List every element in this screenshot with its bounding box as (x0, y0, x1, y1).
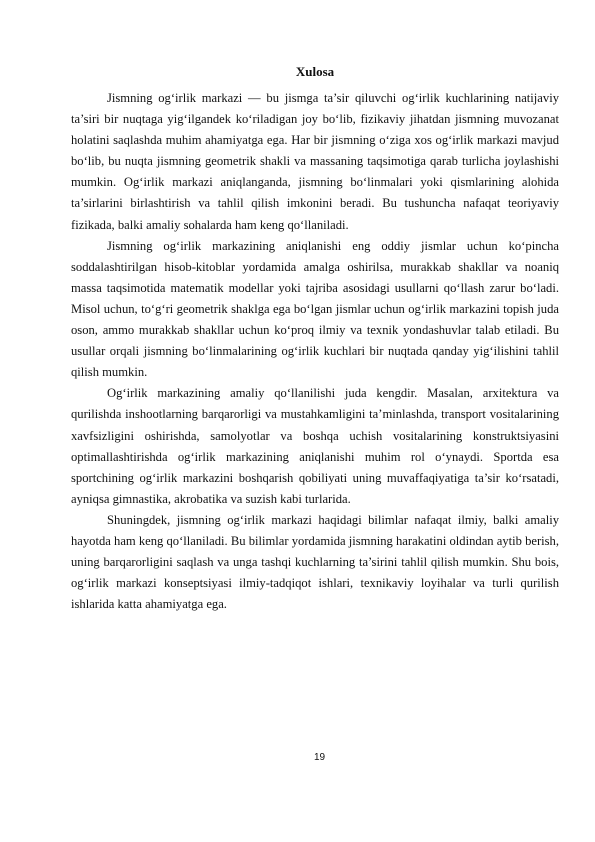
paragraph-3 (71, 383, 559, 510)
page-number: 19 (313, 752, 326, 763)
paragraph-text: Jismning og‘irlik markazi — bu jismga ta’sir qiluvchi og‘irlik kuchlarining natijaviy ta’siri bir nuqtaga yig‘ilgandek ko‘riladigan joy bo‘lib, fizikaviy jihatdan jismning muvozanat holatini saqlashda muhim ahamiyatga ega. Har bir jismning o‘ziga xos og‘irlik markazi mavjud bo‘lib, bu nuqta jismning geometrik shakli va massaning taqsimotiga qarab turlicha joylashishi mumkin. Og‘irlik markazi aniqlanganda, jismning bo‘linmalari yoki qismlarining alohida ta’sirlarini birlashtirish va tahlil qilish imkonini beradi. Bu tushuncha nafaqat teoriyaviy fizikada, balki amaliy sohalarda ham keng qo‘llaniladi. (71, 91, 559, 232)
document-body (71, 64, 559, 615)
page-title: Xulosa (295, 64, 335, 79)
paragraph-2 (71, 236, 559, 384)
paragraph-text: Jismning og‘irlik markazining aniqlanishi eng oddiy jismlar uchun ko‘pincha soddalashtirilgan hisob-kitoblar yordamida amalga oshirilsa, murakkab shakllar va noaniq massa taqsimotida matematik modellar yoki tajriba asosidagi usullarni qo‘llash zarur bo‘ladi. Misol uchun, to‘g‘ri geometrik shaklga ega bo‘lgan jismlar uchun og‘irlik markazini topish juda oson, ammo murakkab shakllar uchun ko‘proq ilmiy va texnik yondashuvlar talab etiladi. Bu usullar orqali jismning bo‘linmalarining og‘irlik kuchlari bir nuqtada qanday yig‘ilishini tahlil qilish mumkin. (71, 238, 559, 380)
paragraph-1 (71, 88, 559, 236)
paragraph-text: Shuningdek, jismning og‘irlik markazi haqidagi bilimlar nafaqat ilmiy, balki amaliy hayotda ham keng qo‘llaniladi. Bu bilimlar yordamida jismning harakatini oldindan aytib berish, uning barqarorligini saqlash va unga tashqi kuchlarning ta’sirini tahlil qilish mumkin. Shu bois, og‘irlik markazi konseptsiyasi ilmiy-tadqiqot ishlari, texnikaviy loyihalar va turli qurilish ishlarida katta ahamiyatga ega. (71, 512, 559, 612)
paragraph-4 (71, 510, 559, 615)
paragraph-text: Og‘irlik markazining amaliy qo‘llanilishi juda kengdir. Masalan, arxitektura va qurilishda inshootlarning barqarorligi va mustahkamligini ta’minlashda, transport vositalarining xavfsizligini oshirishda, samolyotlar va boshqa uchish vositalarining konstruktsiyasini optimallashtirishda og‘irlik markazining aniqlanishi muhim rol o‘ynaydi. Sportda esa sportchining og‘irlik markazini boshqarish qobiliyati uning muvaffaqiyatiga ta’sir ko‘rsatadi, ayniqsa gimnastika, akrobatika va suzish kabi turlarida. (71, 386, 559, 506)
